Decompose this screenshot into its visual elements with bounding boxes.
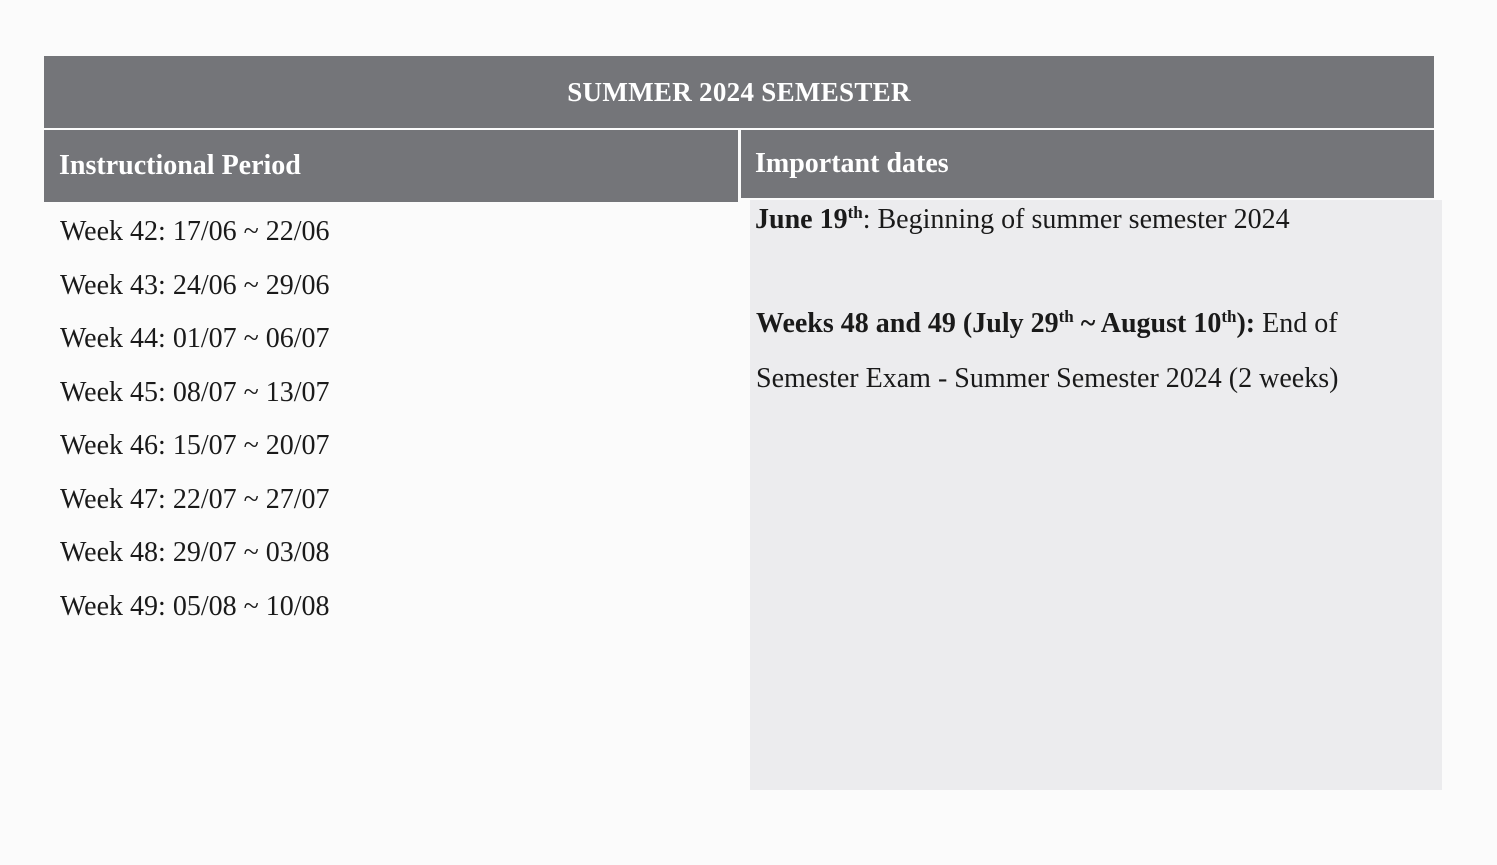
- date-description: : Beginning of summer semester 2024: [862, 204, 1290, 235]
- date-description: End of: [1255, 308, 1338, 339]
- week-item: Week 43: 24/06 ~ 29/06: [60, 269, 330, 301]
- week-list: [60, 207, 330, 635]
- ordinal-suffix: th: [847, 203, 863, 222]
- week-item: Week 42: 17/06 ~ 22/06: [60, 216, 330, 247]
- important-dates-panel: [750, 200, 1442, 790]
- week-item: Week 44: 01/07 ~ 06/07: [60, 323, 330, 354]
- date-label-text: June 19: [755, 204, 848, 235]
- column-header-instructional-period: [44, 130, 738, 202]
- table-title-text: SUMMER 2024 SEMESTER: [567, 76, 911, 107]
- table-title: [44, 56, 1434, 128]
- week-item: Week 47: 22/07 ~ 27/07: [60, 483, 330, 515]
- date-label: [755, 204, 863, 235]
- exam-date-line-1: [756, 298, 1338, 353]
- important-date-final-exams: [756, 298, 1338, 405]
- ordinal-suffix: th: [1058, 307, 1074, 326]
- date-label-part: ~ August 10: [1073, 308, 1222, 339]
- week-item: Week 46: 15/07 ~ 20/07: [60, 430, 330, 461]
- week-item: Week 48: 29/07 ~ 03/08: [60, 537, 330, 568]
- date-label: [756, 308, 1255, 339]
- exam-date-line-2: Semester Exam - Summer Semester 2024 (2 weeks): [756, 363, 1339, 394]
- date-label-part: ):: [1236, 308, 1256, 339]
- ordinal-suffix: th: [1221, 307, 1237, 326]
- week-item: Week 45: 08/07 ~ 13/07: [60, 376, 330, 408]
- column-header-label: Instructional Period: [59, 150, 301, 181]
- date-label-part: Weeks 48 and 49 (July 29: [756, 308, 1059, 339]
- week-item: Week 49: 05/08 ~ 10/08: [60, 590, 330, 622]
- important-date-semester-start: [755, 198, 1290, 245]
- column-header-label: Important dates: [755, 148, 949, 179]
- column-header-important-dates: [741, 130, 1434, 198]
